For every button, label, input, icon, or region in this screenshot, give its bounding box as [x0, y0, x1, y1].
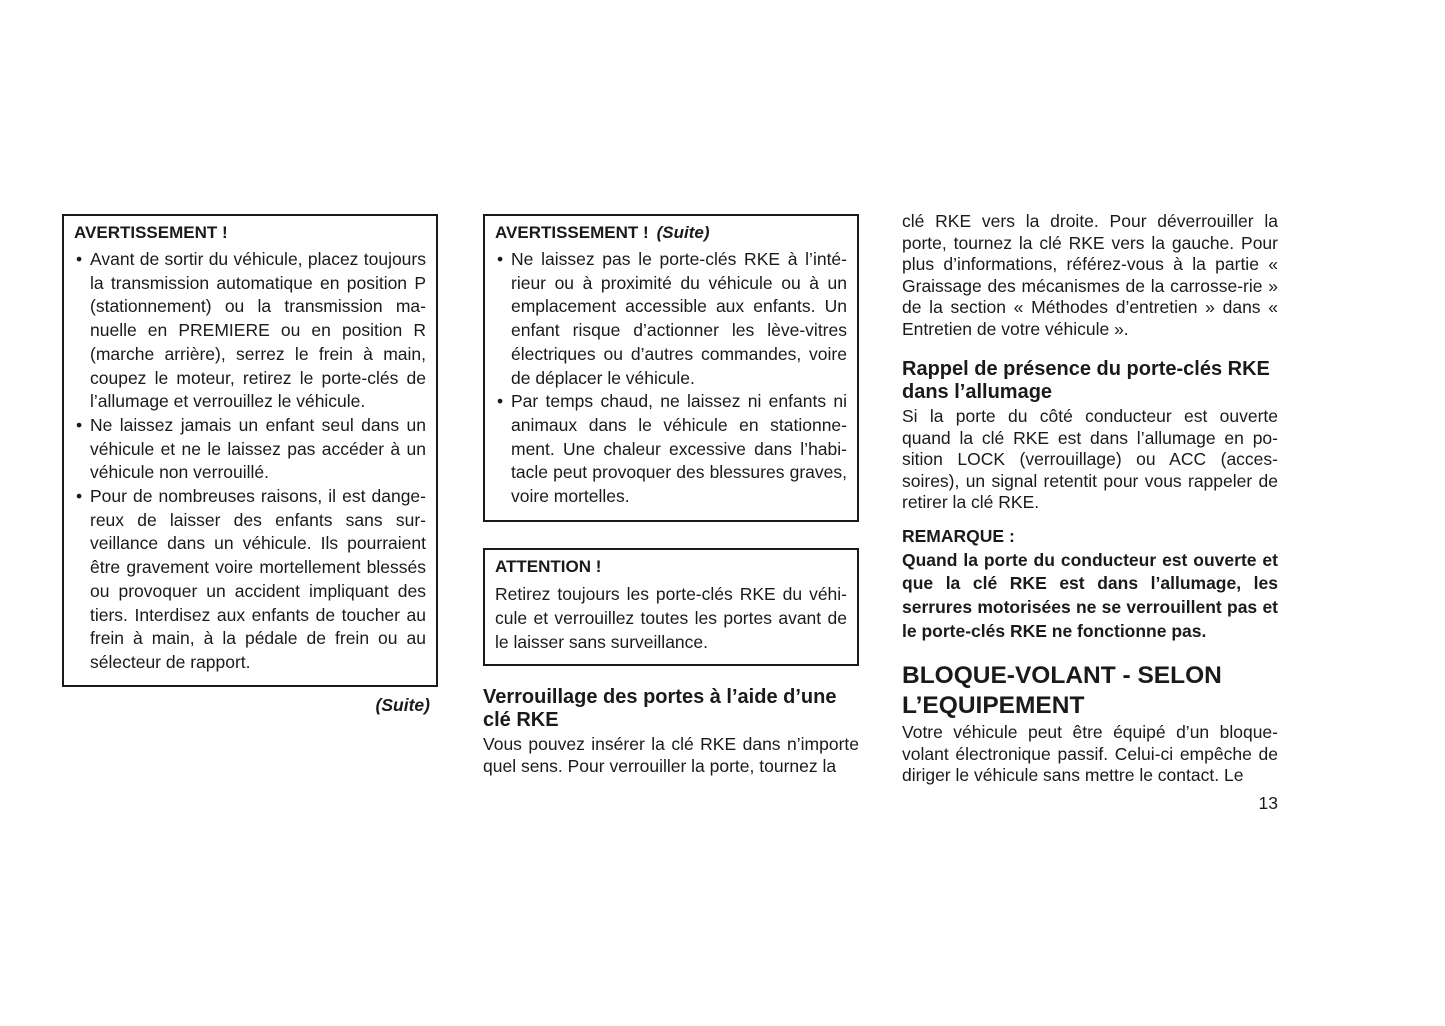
warning-item: • Avant de sortir du véhicule, placez toujours la transmission automatique en position P (stationnement) ou la transmission ma-nuelle en PREMIERE ou en position R (marche arrière), serrez le frein à main, coupez le moteur, retirez le porte-clés de l’allumage et verrouillez le véhicule.: [74, 248, 426, 414]
warning-item: • Par temps chaud, ne laissez ni enfants ni animaux dans le véhicule en stationne-ment. Une chaleur excessive dans l’habi-tacle peut provoquer des blessures graves, voire mortelles.: [495, 390, 847, 509]
warning-box: [62, 214, 438, 687]
remark-label: REMARQUE :: [902, 525, 1015, 546]
attention-text: Retirez toujours les porte-clés RKE du véhi-cule et verrouillez toutes les portes avant de le laisser sans surveillance.: [495, 584, 847, 652]
warning-item: • Ne laissez pas le porte-clés RKE à l’inté-rieur ou à proximité du véhicule ou à un emplacement accessible aux enfants. Un enfant risque d’actionner les lève-vitres électriques ou d’autres commandes, voire de déplacer le véhicule.: [495, 248, 847, 390]
attention-box: [483, 548, 859, 666]
section-text: Vous pouvez insérer la clé RKE dans n’importe quel sens. Pour verrouiller la porte, tournez la: [483, 734, 859, 776]
page-number: 13: [1258, 793, 1278, 813]
warning-title: [495, 222, 847, 244]
warning-item: • Ne laissez jamais un enfant seul dans un véhicule et ne le laissez pas accéder à un véhicule non verrouillé.: [74, 414, 426, 485]
section-heading: Verrouillage des portes à l’aide d’une clé RKE: [483, 686, 837, 731]
warning-item: • Pour de nombreuses raisons, il est dange-reux de laisser des enfants sans sur-veillance dans un véhicule. Ils pourraient être gravement voire mortellement blessés ou provoquer un accident impliquant des tiers. Interdisez aux enfants de toucher au frein à main, à la pédale de frein ou au sélecteur de rapport.: [74, 485, 426, 675]
remark-text: Quand la porte du conducteur est ouverte et que la clé RKE est dans l’allumage, les serrures motorisées ne se verrouillent pas et le porte-clés RKE ne fonctionne pas.: [902, 549, 1278, 641]
attention-title: ATTENTION !: [495, 557, 602, 576]
continuation-text: clé RKE vers la droite. Pour déverrouiller la porte, tournez la clé RKE vers la gauche. Pour plus d’informations, référez-vous à la partie « Graissage des mécanismes de la carrosse-rie » de la section « Méthodes d’entretien » dans « Entretien de votre véhicule ».: [902, 211, 1278, 339]
warning-title-suffix: (Suite): [656, 223, 710, 242]
column-right: [902, 211, 1278, 787]
steering-lock-heading: BLOQUE-VOLANT - SELON L’EQUIPEMENT: [902, 662, 1222, 719]
column-left: [62, 214, 438, 716]
column-middle: [483, 214, 859, 777]
warning-box-continued: [483, 214, 859, 522]
warning-title-text: AVERTISSEMENT !: [495, 223, 649, 242]
continued-label: (Suite): [375, 695, 430, 715]
steering-lock-text: Votre véhicule peut être équipé d’un bloque-volant électronique passif. Celui-ci empêche de diriger le véhicule sans mettre le contact. Le: [902, 722, 1278, 786]
warning-list: [495, 248, 847, 509]
reminder-text: Si la porte du côté conducteur est ouverte quand la clé RKE est dans l’allumage en po-sition LOCK (verrouillage) ou ACC (acces-soires), un signal retentit pour vous rappeler de retirer la clé RKE.: [902, 406, 1278, 512]
warning-title: AVERTISSEMENT !: [74, 223, 228, 242]
reminder-heading: Rappel de présence du porte-clés RKE dans l’allumage: [902, 358, 1270, 403]
warning-list: [74, 248, 426, 675]
